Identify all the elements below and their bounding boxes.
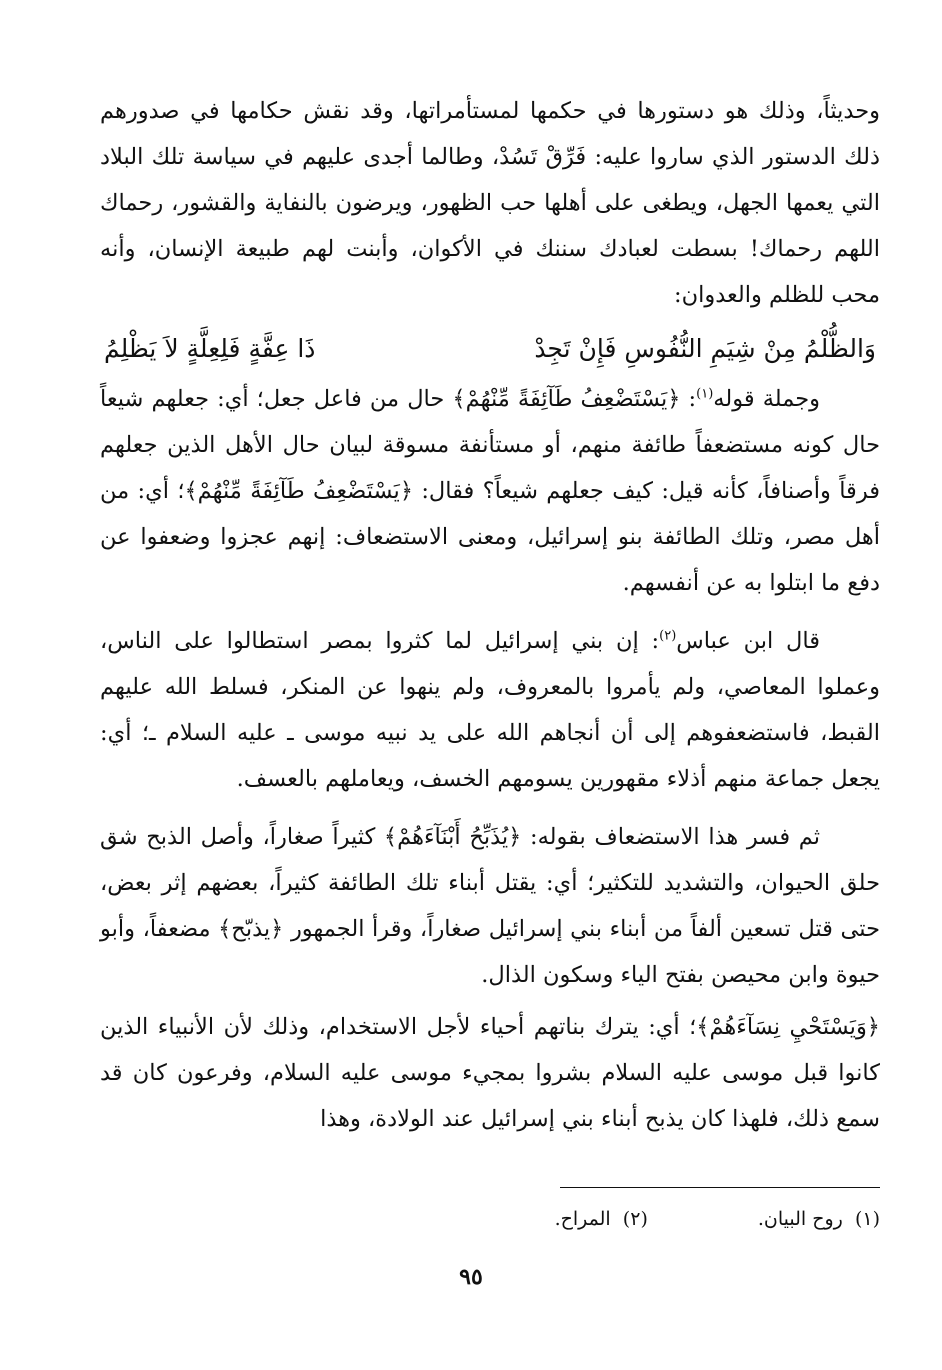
footnote-marker: (٢) bbox=[622, 1208, 648, 1230]
paragraph-text: : إن بني إسرائيل لما كثروا بمصر استطالوا على الناس، وعملوا المعاصي، ولم يأمروا بالمعروف، ولم ينهوا عن المنكر، فسلط الله عليهم القبط، فاستضعفوهم إلى أن أنجاهم الله على يد نبيه موسى ـ عليه السلام ـ؛ أي: يجعل جماعة منهم أذلاء مقهورين يسومهم الخسف، ويعاملهم بالعسف. bbox=[100, 628, 880, 792]
paragraph-lead: قال ابن عباس bbox=[676, 628, 820, 654]
footnote-ref-2[interactable]: (٢) bbox=[659, 628, 677, 644]
paragraph-tafsir-1 bbox=[100, 376, 880, 606]
verse-second-hemistich: ذَا عِفَّةٍ فَلِعِلَّةٍ لاَ يَظْلِمُ bbox=[104, 334, 316, 363]
page-number: ٩٥ bbox=[459, 1264, 483, 1290]
page-body bbox=[100, 88, 880, 1142]
footnote-text: المراح. bbox=[554, 1208, 611, 1230]
footnote-text: روح البيان. bbox=[757, 1208, 843, 1230]
poetry-verse bbox=[100, 326, 880, 372]
footnote-ref-1[interactable]: (١) bbox=[696, 386, 714, 402]
paragraph-tafsir-3: ﴿وَيَسْتَحْيِ نِسَآءَهُمْ﴾؛ أي: يترك بناتهم أحياء لأجل الاستخدام، وذلك لأن الأنبياء الذين كانوا قبل موسى عليه السلام بشروا بمجيء موسى عليه السلام، وفرعون كان قد سمع ذلك، فلهذا كان يذبح أبناء بني إسرائيل عند الولادة، وهذا bbox=[100, 1014, 880, 1132]
footnote-marker: (١) bbox=[854, 1208, 880, 1230]
paragraph-intro: وحديثاً، وذلك هو دستورها في حكمها لمستأمراتها، وقد نقش حكامها في صدورهم ذلك الدستور الذي ساروا عليه: فَرِّقْ تَسُدْ، وطالما أجدى عليهم في سياسة تلك البلاد التي يعمها الجهل، ويطغى على أهلها حب الظهور، ويرضون بالنفاية والقشور، رحماك اللهم رحماك! بسطت لعبادك سننك في الأكوان، وأبنت لهم طبيعة الإنسان، وأنه محب للظلم والعدوان: bbox=[100, 98, 881, 308]
paragraph-lead: وجملة قوله bbox=[713, 386, 820, 412]
paragraph-text: : ﴿يَسْتَضْعِفُ طَآئِفَةً مِّنْهُمْ﴾ حال من فاعل جعل؛ أي: جعلهم شيعاً حال كونه مستضعفاً طائفة منهم، أو مستأنفة مسوقة لبيان حال الأهل الذين جعلهم فرقاً وأصنافاً، كأنه قيل: كيف جعلهم شيعاً؟ فقال: ﴿يَسْتَضْعِفُ طَآئِفَةً مِّنْهُمْ﴾؛ أي: من أهل مصر، وتلك الطائفة بنو إسرائيل، ومعنى الاستضعاف: إنهم عجزوا وضعفوا عن دفع ما ابتلوا به عن أنفسهم. bbox=[100, 386, 880, 596]
footnote-divider bbox=[560, 1187, 880, 1188]
verse-first-hemistich: وَالظُّلْمُ مِنْ شِيَمِ النُّفُوسِ فَإِنْ تَجِدْ bbox=[534, 334, 876, 363]
paragraph-ibn-abbas bbox=[100, 618, 880, 802]
footnote-1 bbox=[758, 1205, 880, 1233]
paragraph-tafsir-2: ثم فسر هذا الاستضعاف بقوله: ﴿يُذَبِّحُ أَبْنَآءَهُمْ﴾ كثيراً صغاراً، وأصل الذبح شق حلق الحيوان، والتشديد للتكثير؛ أي: يقتل أبناء تلك الطائفة كثيراً، بعضهم إثر بعض، حتى قتل تسعين ألفاً من أبناء بني إسرائيل صغاراً، وقرأ الجمهور ﴿يذبّح﴾ مضعفاً، وأبو حيوة وابن محيصن بفتح الياء وسكون الذال. bbox=[100, 824, 880, 988]
footnotes bbox=[100, 1205, 880, 1233]
footnote-2 bbox=[555, 1205, 648, 1233]
